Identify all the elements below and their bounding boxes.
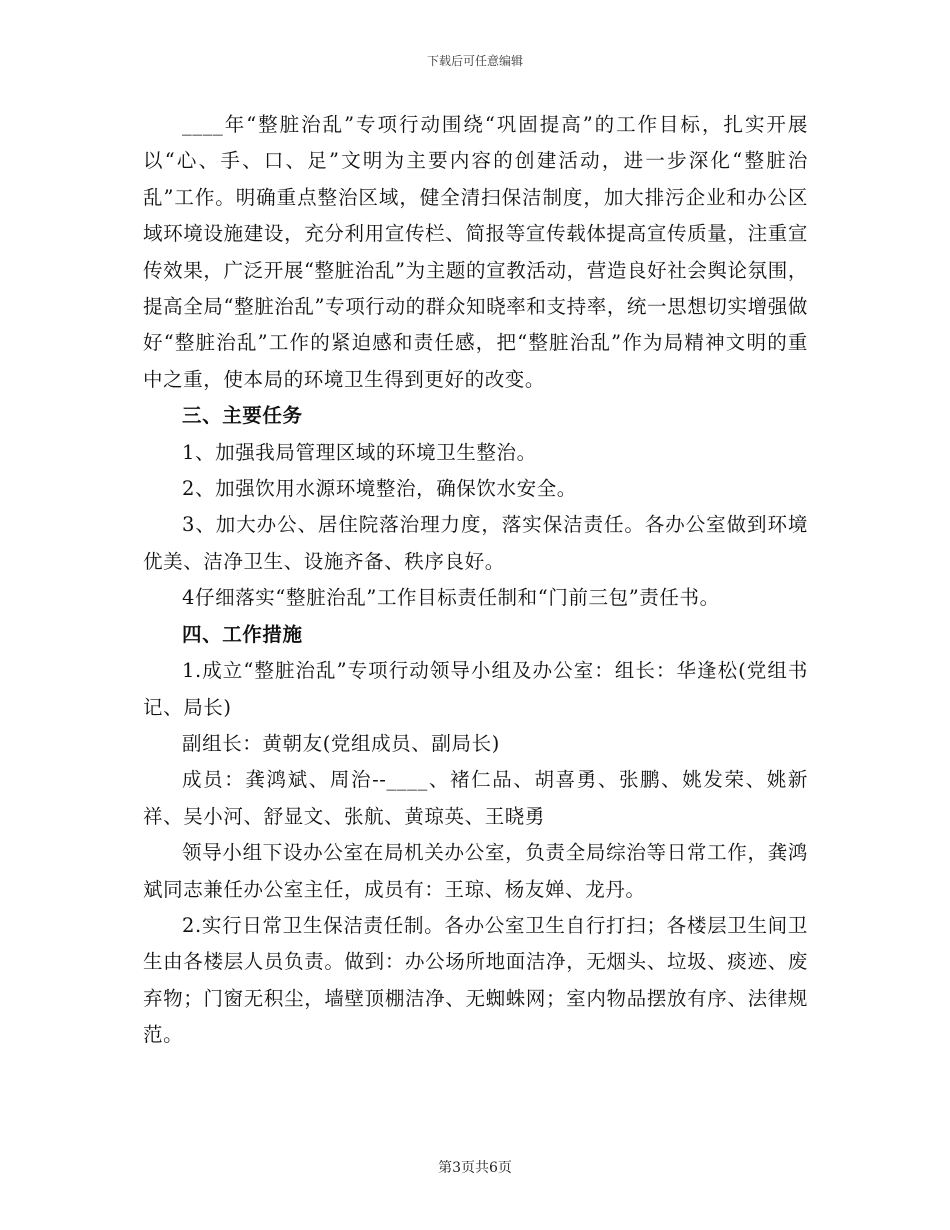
document-body — [143, 107, 808, 1054]
list-item-task-4: 4仔细落实“整脏治乱”工作目标责任制和“门前三包”责任书。 — [182, 586, 720, 610]
measure-item-2: 2.实行日常卫生保洁责任制。各办公室卫生自行打扫；各楼层卫生间卫生由各楼层人员负责。做到：办公场所地面洁净，无烟头、垃圾、痰迹、废弃物；门窗无积尘，墙壁顶棚洁净、无蜘蛛网；室内物品摆放有序、法律规范。 — [143, 913, 808, 1047]
page-number: 第3页共6页 — [438, 1160, 512, 1176]
body-paragraph: ____年“整脏治乱”专项行动围绕“巩固提高”的工作目标，扎实开展以“心、手、口、足”文明为主要内容的创建活动，进一步深化“整脏治乱”工作。明确重点整治区域，健全清扫保洁制度，加大排污企业和办公区域环境设施建设，充分利用宣传栏、简报等宣传载体提高宣传质量，注重宣传效果，广泛开展“整脏治乱”为主题的宣教活动，营造良好社会舆论氛围，提高全局“整脏治乱”专项行动的群众知晓率和支持率，统一思想切实增强做好“整脏治乱”工作的紧迫感和责任感，把“整脏治乱”作为局精神文明的重中之重，使本局的环境卫生得到更好的改变。 — [143, 113, 808, 391]
deputy-leader-line: 副组长：黄朝友(党组成员、副局长) — [182, 731, 500, 755]
list-item-task-2: 2、加强饮用水源环境整治，确保饮水安全。 — [182, 477, 577, 501]
members-line: 成员：龚鸿斌、周治--____、褚仁品、胡喜勇、张鹏、姚发荣、姚新祥、吴小河、舒显文、张航、黄琼英、王晓勇 — [143, 768, 808, 828]
section-heading-work-measures: 四、工作措施 — [182, 622, 303, 646]
page-header-note: 下载后可任意编辑 — [426, 54, 523, 68]
list-item-task-3: 3、加大办公、居住院落治理力度，落实保洁责任。各办公室做到环境优美、洁净卫生、设施齐备、秩序良好。 — [143, 513, 808, 573]
list-item-task-1: 1、加强我局管理区域的环境卫生整治。 — [182, 440, 537, 464]
section-heading-main-tasks: 三、主要任务 — [182, 404, 303, 428]
office-setup-paragraph: 领导小组下设办公室在局机关办公室，负责全局综治等日常工作，龚鸿斌同志兼任办公室主任，成员有：王琼、杨友婵、龙丹。 — [143, 841, 808, 901]
measure-item-1: 1.成立“整脏治乱”专项行动领导小组及办公室：组长：华逢松(党组书记、局长) — [143, 659, 808, 719]
